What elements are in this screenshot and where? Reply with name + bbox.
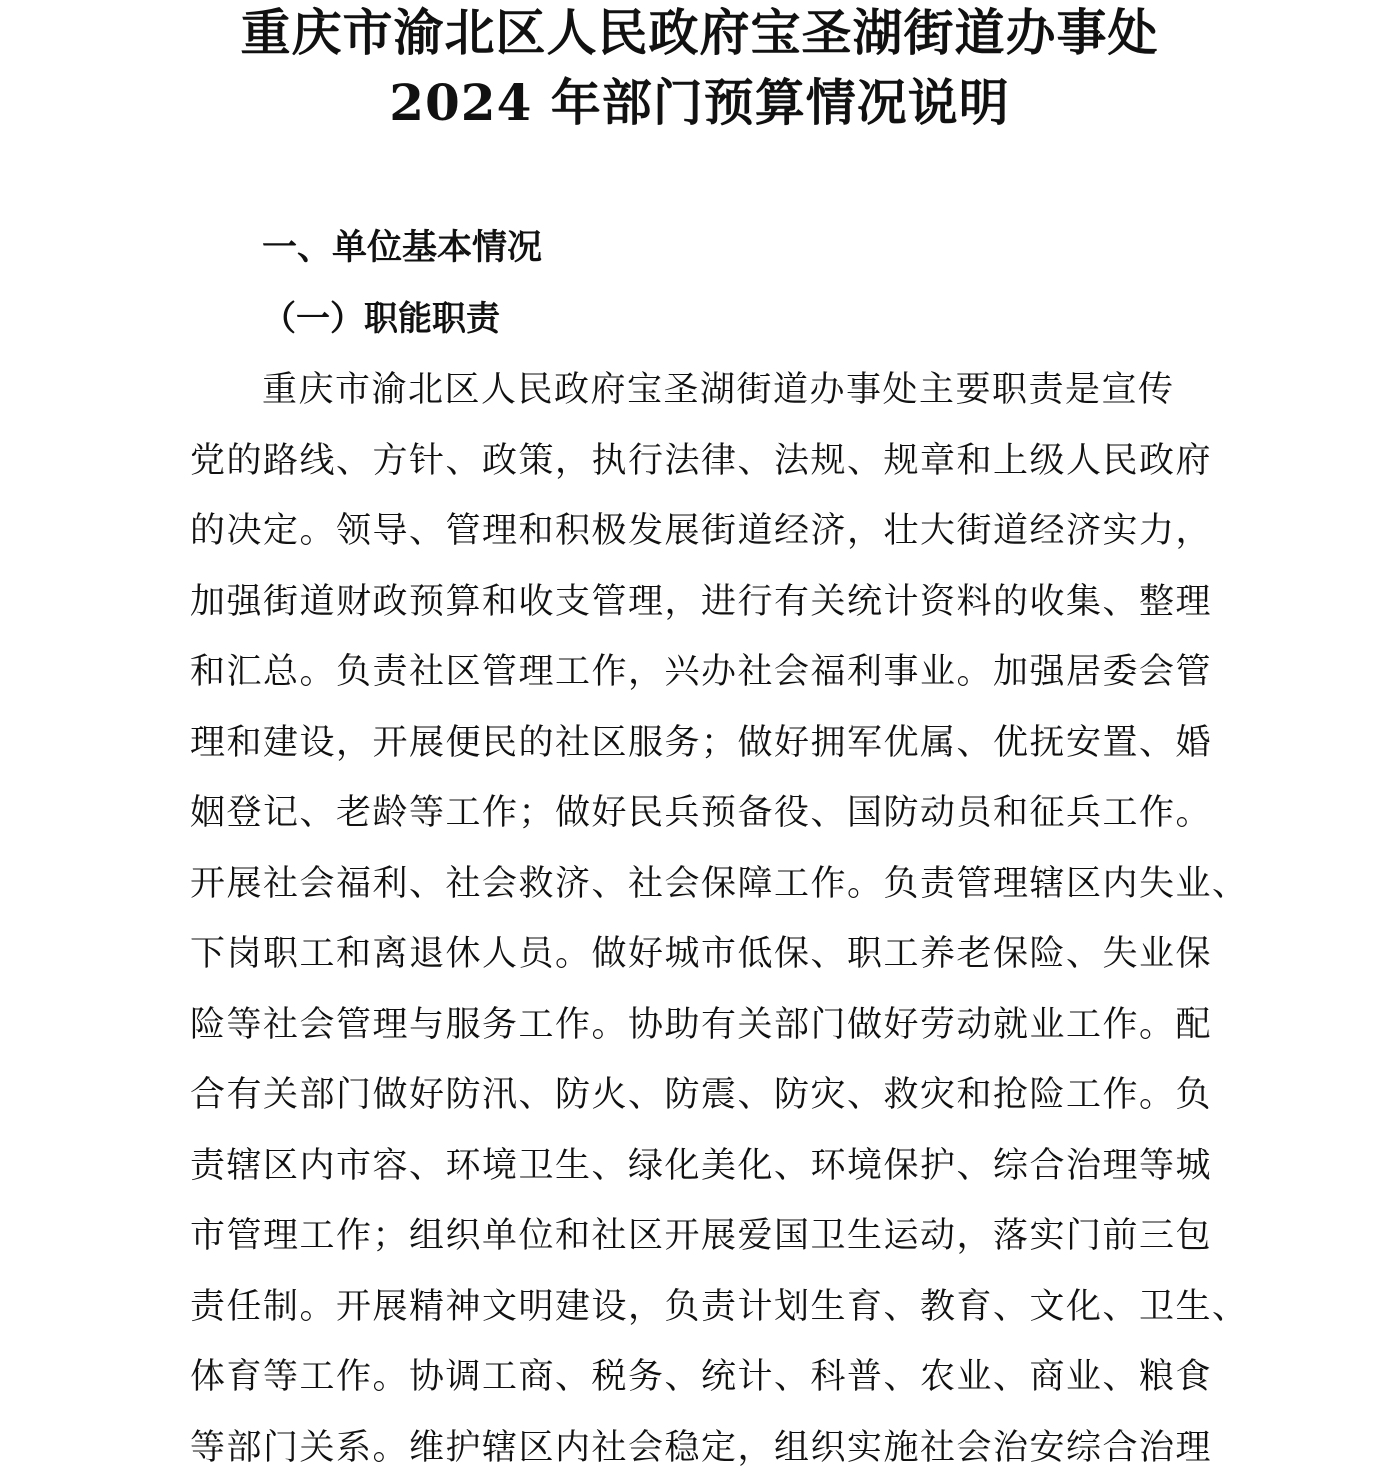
- paragraph-line: 和汇总。负责社区管理工作，兴办社会福利事业。加强居委会管: [190, 637, 1260, 708]
- paragraph-line: 加强街道财政预算和收支管理，进行有关统计资料的收集、整理: [190, 567, 1260, 638]
- paragraph-line: 体育等工作。协调工商、税务、统计、科普、农业、商业、粮食: [190, 1342, 1260, 1413]
- paragraph-line: 党的路线、方针、政策，执行法律、法规、规章和上级人民政府: [190, 426, 1260, 497]
- paragraph-line: 理和建设，开展便民的社区服务；做好拥军优属、优抚安置、婚: [190, 708, 1260, 779]
- paragraph-line: 市管理工作；组织单位和社区开展爱国卫生运动，落实门前三包: [190, 1201, 1260, 1272]
- paragraph-line: 责任制。开展精神文明建设，负责计划生育、教育、文化、卫生、: [190, 1272, 1260, 1343]
- paragraph-line: 等部门关系。维护辖区内社会稳定，组织实施社会治安综合治理: [190, 1413, 1260, 1483]
- paragraph-line: 下岗职工和离退休人员。做好城市低保、职工养老保险、失业保: [190, 919, 1260, 990]
- document-title-line-1: 重庆市渝北区人民政府宝圣湖街道办事处: [0, 0, 1399, 66]
- paragraph-line: 姻登记、老龄等工作；做好民兵预备役、国防动员和征兵工作。: [190, 778, 1260, 849]
- document-title-line-2: 2024 年部门预算情况说明: [0, 70, 1399, 136]
- paragraph-line: 合有关部门做好防汛、防火、防震、防灾、救灾和抢险工作。负: [190, 1060, 1260, 1131]
- paragraph-line: 重庆市渝北区人民政府宝圣湖街道办事处主要职责是宣传: [190, 355, 1260, 426]
- body-paragraph: [190, 355, 1260, 1483]
- paragraph-line: 险等社会管理与服务工作。协助有关部门做好劳动就业工作。配: [190, 990, 1260, 1061]
- subsection-heading: （一）职能职责: [262, 287, 500, 351]
- paragraph-line: 的决定。领导、管理和积极发展街道经济，壮大街道经济实力，: [190, 496, 1260, 567]
- paragraph-line: 责辖区内市容、环境卫生、绿化美化、环境保护、综合治理等城: [190, 1131, 1260, 1202]
- section-heading: 一、单位基本情况: [262, 216, 542, 280]
- paragraph-line: 开展社会福利、社会救济、社会保障工作。负责管理辖区内失业、: [190, 849, 1260, 920]
